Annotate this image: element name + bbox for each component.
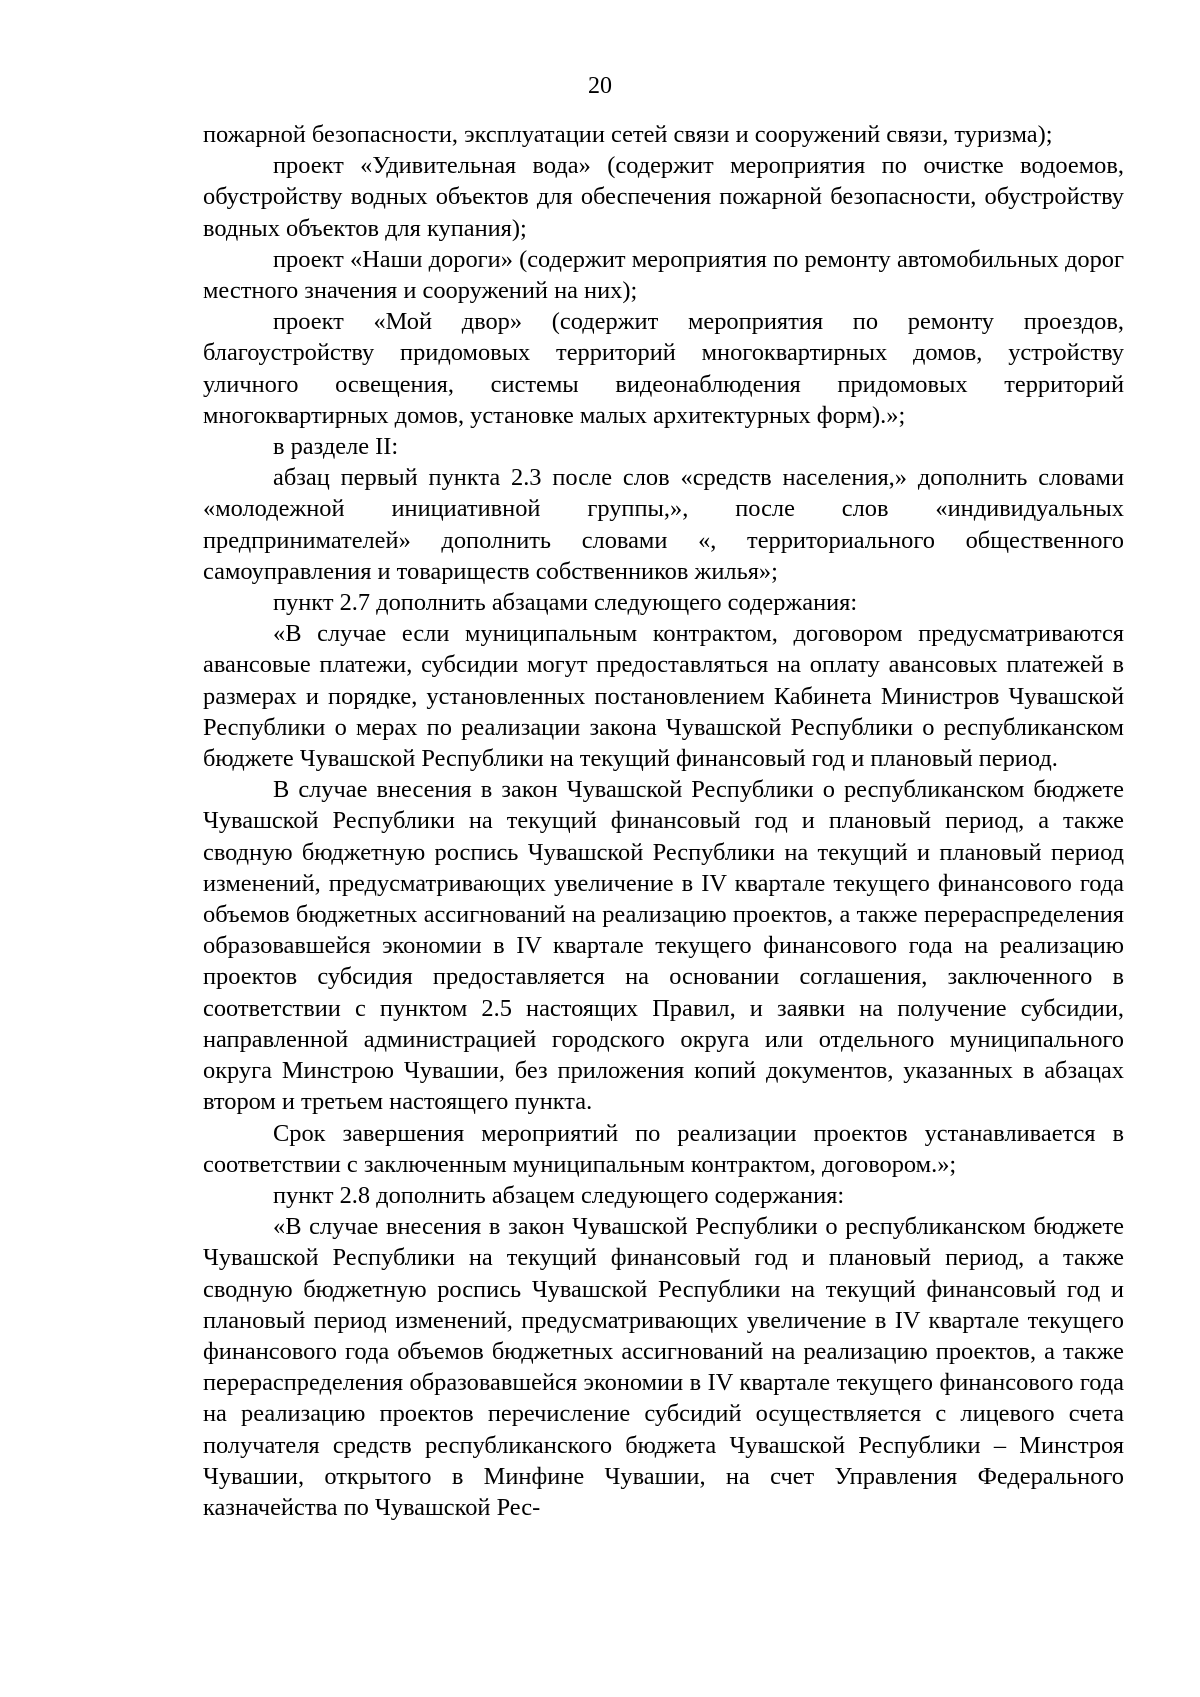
paragraph: в разделе II:	[273, 433, 399, 461]
paragraph: проект «Мой двор» (содержит мероприятия по ремонту проездов, благоустройству придомовых территорий многоквартирных домов, устройству уличного освещения, системы видеонаблюдения придомовых территорий многоквартирных домов, установке малых архитектурных форм).»;	[203, 308, 1124, 429]
paragraph: Срок завершения мероприятий по реализации проектов устанавливается в соответствии с заключенным муниципальным контрактом, договором.»;	[203, 1119, 1124, 1178]
paragraph: проект «Удивительная вода» (содержит мероприятия по очистке водоемов, обустройству водных объектов для обеспечения пожарной безопасности, обустройству водных объектов для купания);	[203, 152, 1124, 242]
paragraph: пункт 2.7 дополнить абзацами следующего содержания:	[273, 589, 858, 617]
page-number: 20	[588, 73, 612, 99]
paragraph: абзац первый пункта 2.3 после слов «средств населения,» дополнить словами «молодежной инициативной группы,», после слов «индивидуальных предпринимателей» дополнить словами «, территориального общественного самоуправления и товариществ собственников жилья»;	[203, 464, 1124, 585]
document-body	[203, 119, 1124, 1523]
paragraph: пожарной безопасности, эксплуатации сетей связи и сооружений связи, туризма);	[203, 121, 1053, 148]
paragraph: «В случае внесения в закон Чувашской Республики о республиканском бюджете Чувашской Республики на текущий финансовый год и плановый период, а также сводную бюджетную роспись Чувашской Республики на текущий финансовый год и плановый период изменений, предусматривающих увеличение в IV квартале текущего финансового года объемов бюджетных ассигнований на реализацию проектов, а также перераспределения образовавшейся экономии в IV квартале текущего финансового года на реализацию проектов перечисление субсидий осуществляется с лицевого счета получателя средств республиканского бюджета Чувашской Республики – Минстроя Чувашии, открытого в Минфине Чувашии, на счет Управления Федерального казначейства по Чувашской Рес-	[203, 1213, 1124, 1521]
paragraph: В случае внесения в закон Чувашской Республики о республиканском бюджете Чувашской Республики на текущий финансовый год и плановый период, а также сводную бюджетную роспись Чувашской Республики на текущий и плановый период изменений, предусматривающих увеличение в IV квартале текущего финансового года объемов бюджетных ассигнований на реализацию проектов, а также перераспределения образовавшейся экономии в IV квартале текущего финансового года на реализацию проектов субсидия предоставляется на основании соглашения, заключенного в соответствии с пунктом 2.5 настоящих Правил, и заявки на получение субсидии, направленной администрацией городского округа или отдельного муниципального округа Минстрою Чувашии, без приложения копий документов, указанных в абзацах втором и третьем настоящего пункта.	[203, 776, 1124, 1116]
paragraph: «В случае если муниципальным контрактом, договором предусматриваются авансовые платежи, субсидии могут предоставляться на оплату авансовых платежей в размерах и порядке, установленных постановлением Кабинета Министров Чувашской Республики о мерах по реализации закона Чувашской Республики о республиканском бюджете Чувашской Республики на текущий финансовый год и плановый период.	[203, 620, 1124, 773]
paragraph: проект «Наши дороги» (содержит мероприятия по ремонту автомобильных дорог местного значения и сооружений на них);	[203, 245, 1124, 305]
paragraph: пункт 2.8 дополнить абзацем следующего содержания:	[273, 1181, 845, 1209]
